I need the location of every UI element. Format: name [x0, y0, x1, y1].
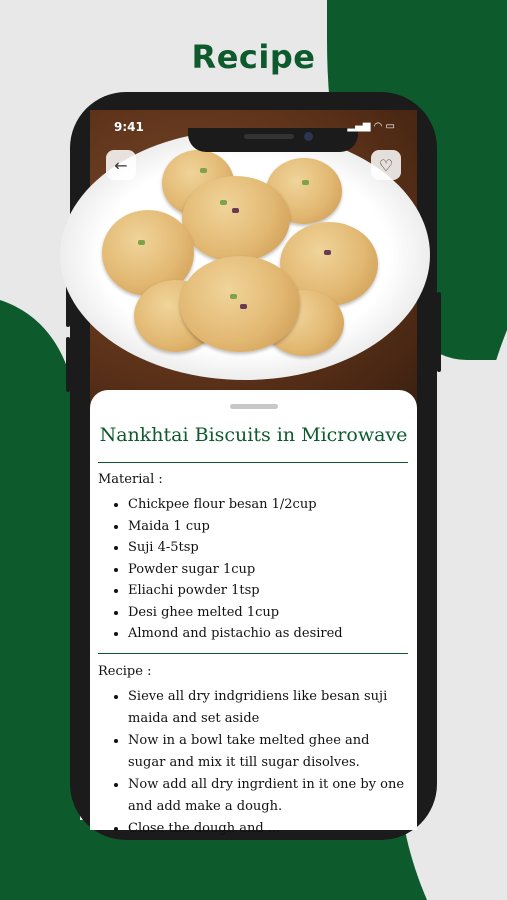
list-item: • Eliachi powder 1tsp [128, 580, 408, 602]
steps-list [90, 686, 408, 840]
materials-list [90, 494, 408, 645]
status-time: 9:41 [114, 120, 144, 134]
list-item: • Desi ghee melted 1cup [128, 602, 408, 624]
arrow-left-icon: ← [114, 155, 128, 175]
divider [98, 653, 408, 654]
list-item: • Chickpee flour besan 1/2cup [128, 494, 408, 516]
pistachio [232, 208, 239, 213]
recipe-steps-label: Recipe : [98, 664, 152, 679]
favorite-button[interactable] [371, 150, 401, 180]
speaker-grille [244, 134, 294, 139]
recipe-title: Nankhtai Biscuits in Microwave [99, 424, 408, 446]
pistachio [138, 240, 145, 245]
list-item: • Maida 1 cup [128, 516, 408, 538]
notch [188, 128, 358, 152]
pistachio [240, 304, 247, 309]
cookie [182, 176, 290, 262]
pistachio [220, 200, 227, 205]
app-screen [90, 110, 417, 836]
drag-handle[interactable] [230, 404, 278, 409]
phone-power-button [437, 292, 441, 372]
back-button[interactable] [106, 150, 136, 180]
recipe-hero-image [90, 110, 417, 410]
pistachio [324, 250, 331, 255]
list-item: • Now in a bowl take melted ghee and sugar and mix it till sugar disolves. [128, 730, 408, 774]
recipe-detail-sheet[interactable] [90, 390, 417, 836]
front-camera [304, 132, 313, 141]
pistachio [200, 168, 207, 173]
status-icons: ▂▄▆ ◠ ▭ [347, 121, 395, 132]
list-item: • Suji 4-5tsp [128, 537, 408, 559]
phone-volume-down-button [66, 337, 70, 392]
list-item: • Close the dough and ... [128, 818, 408, 840]
list-item: • Powder sugar 1cup [128, 559, 408, 581]
material-label: Material : [98, 472, 163, 487]
phone-frame [70, 92, 437, 840]
list-item: • Now add all dry ingrdient in it one by one and add make a dough. [128, 774, 408, 818]
heart-icon: ♡ [378, 155, 394, 175]
divider [98, 462, 408, 463]
pistachio [230, 294, 237, 299]
pistachio [302, 180, 309, 185]
page-headline: Recipe [191, 38, 316, 76]
list-item: • Almond and pistachio as desired [128, 623, 408, 645]
list-item: • Sieve all dry indgridiens like besan suji maida and set aside [128, 686, 408, 730]
